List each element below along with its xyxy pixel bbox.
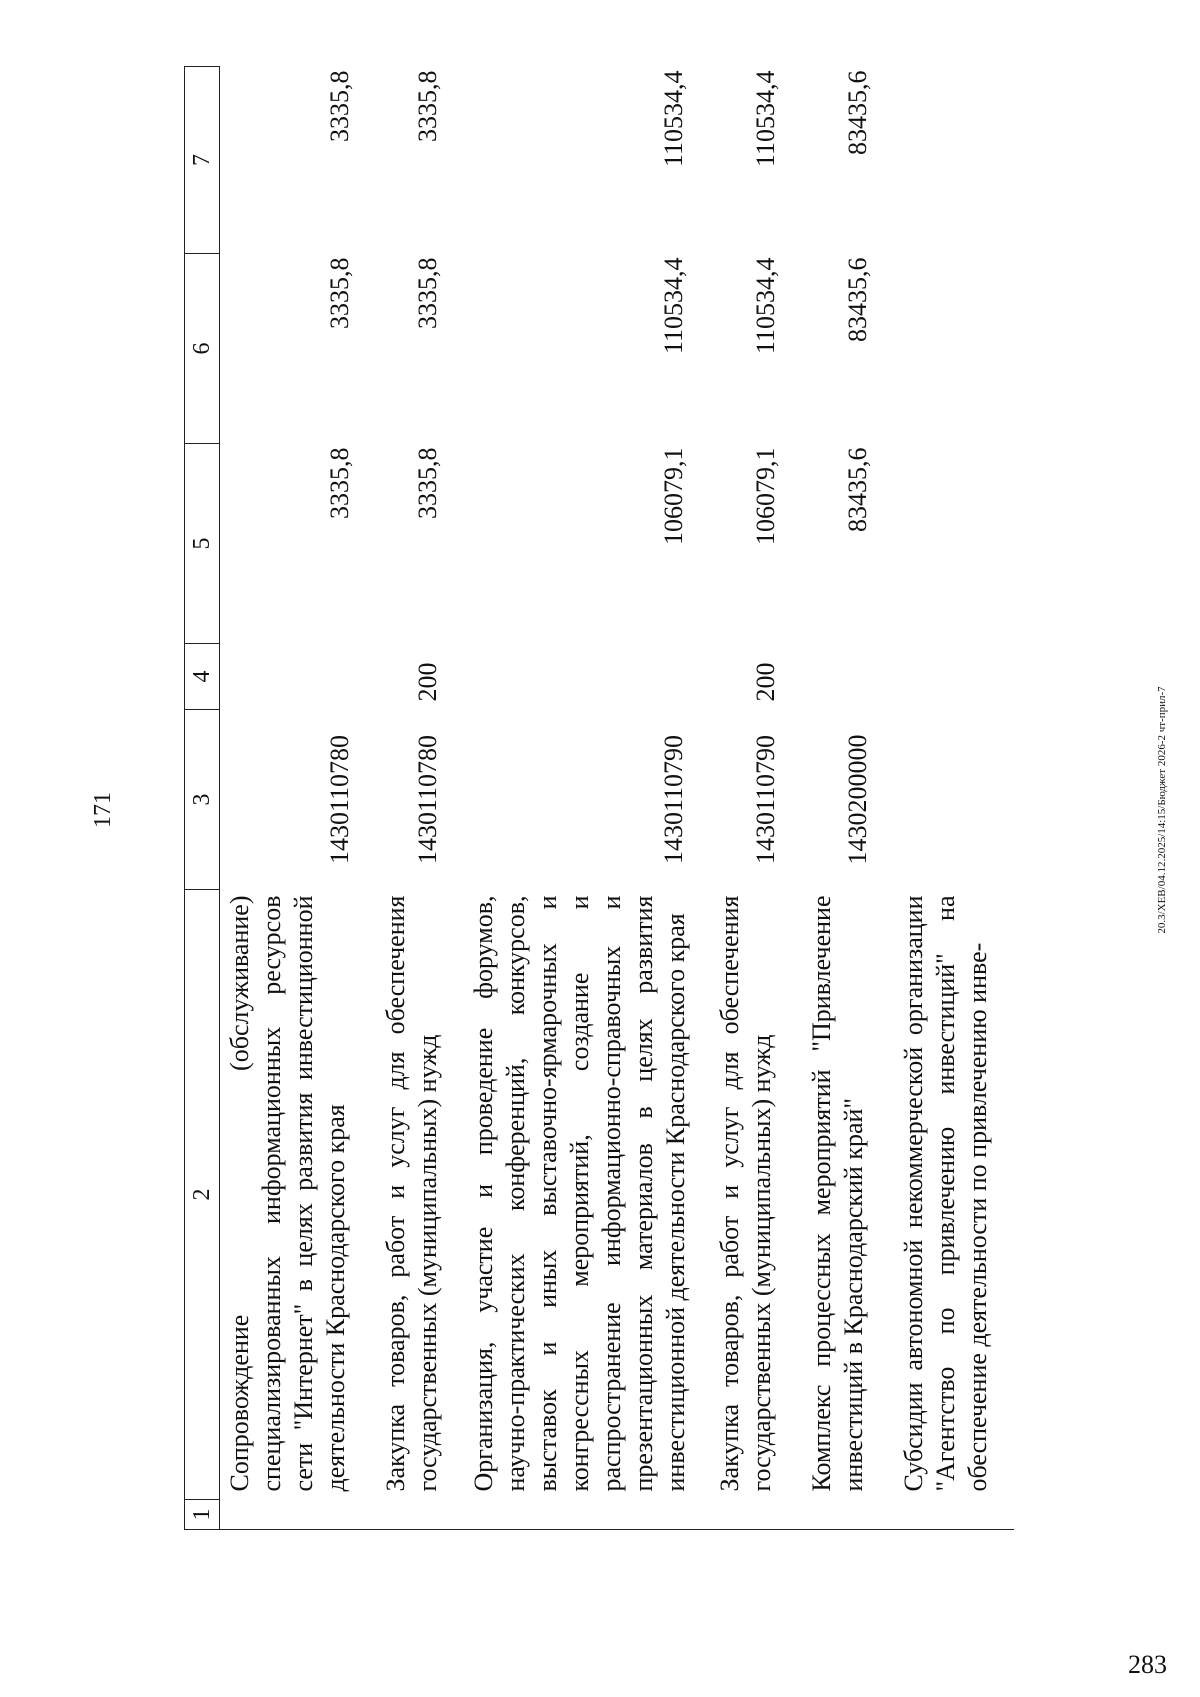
table-row: [220, 67, 376, 1530]
row-name: Субсидии автономной некоммерческой организации "Агентство по привлечению инвестиций" на обеспечение деятельности по привлечению инве-: [898, 895, 992, 1492]
row-value-col6: 110534,4: [658, 257, 688, 355]
table-row: [464, 67, 710, 1530]
row-name: Закупка товаров, работ и услуг для обеспечения государственных (муниципальных) нужд: [714, 895, 776, 1492]
row-target-code: 1430110780: [412, 734, 442, 865]
row-value-col6: 3335,8: [324, 257, 354, 329]
page-number: 171: [90, 792, 116, 828]
header-col-2: 2: [185, 890, 220, 1500]
row-expense-type: 200: [412, 662, 442, 702]
row-value-col5: 106079,1: [658, 447, 688, 545]
row-expense-type: [220, 644, 376, 710]
footer-document-code: [1152, 410, 1172, 1210]
row-value-col5: 3335,8: [324, 447, 354, 519]
table-header-row: [185, 67, 220, 1530]
header-col-1: 1: [185, 1500, 220, 1530]
row-target-code: 1430110780: [324, 734, 354, 865]
row-name: Организация, участие и проведение форумов, научно-практических конференций, конкурсов, выставок и иных выставочно-ярмарочных и конгрессных мероприятий, создание и распространение информационно-справочных и презентационных материалов в целях развития инвестиционной деятельности Краснодарского края: [468, 895, 690, 1492]
row-target-code: 1430110790: [750, 734, 780, 865]
row-value-col5: 106079,1: [750, 447, 780, 545]
table-row: [710, 67, 802, 1530]
sheet-number: 283: [1128, 1650, 1167, 1679]
header-col-6: 6: [185, 254, 220, 444]
header-col-5: 5: [185, 444, 220, 644]
row-name: Сопровождение (обслуживание) специализированных информационных ресурсов сети "Интернет" в целях развития инвестиционной деятельности Краснодарского края: [225, 895, 350, 1492]
row-target-code: [894, 710, 1014, 890]
row-value-col7: 83435,6: [842, 70, 872, 155]
row-value-col5: [894, 444, 1014, 644]
row-target-code: 1430110790: [658, 734, 688, 865]
row-value-col7: 110534,4: [658, 70, 688, 168]
header-col-4: 4: [185, 644, 220, 710]
row-expense-type: [464, 644, 710, 710]
row-target-code: 1430200000: [842, 734, 872, 865]
row-col1: [710, 1500, 802, 1530]
row-value-col6: 83435,6: [842, 257, 872, 342]
row-name: Закупка товаров, работ и услуг для обеспечения государственных (муниципальных) нужд: [380, 895, 442, 1492]
row-value-col6: [894, 254, 1014, 444]
row-name: Комплекс процессных мероприятий "Привлечение инвестиций в Краснодарский край": [806, 895, 868, 1492]
row-col1: [894, 1500, 1014, 1530]
row-value-col7: 110534,4: [750, 70, 780, 168]
budget-table-rotated: [184, 67, 1184, 1530]
row-col1: [464, 1500, 710, 1530]
budget-table: [184, 66, 1014, 1530]
row-col1: [220, 1500, 376, 1530]
row-value-col6: 3335,8: [412, 257, 442, 329]
row-value-col7: 3335,8: [412, 70, 442, 142]
footer-code-text: 20.3/ХЕВ/04.12.2025/14:15/Бюджет 2026-2 чт-прил-7: [1156, 686, 1168, 934]
header-col-3: 3: [185, 710, 220, 890]
table-row: [376, 67, 464, 1530]
row-value-col5: 3335,8: [412, 447, 442, 519]
row-expense-type: 200: [750, 662, 780, 702]
header-col-7: 7: [185, 67, 220, 254]
row-expense-type: [802, 644, 894, 710]
row-value-col6: 110534,4: [750, 257, 780, 355]
table-row: [802, 67, 894, 1530]
table-row: [894, 67, 1014, 1530]
row-value-col5: 83435,6: [842, 447, 872, 532]
row-value-col7: 3335,8: [324, 70, 354, 142]
row-col1: [376, 1500, 464, 1530]
row-expense-type: [894, 644, 1014, 710]
row-value-col7: [894, 67, 1014, 254]
row-col1: [802, 1500, 894, 1530]
